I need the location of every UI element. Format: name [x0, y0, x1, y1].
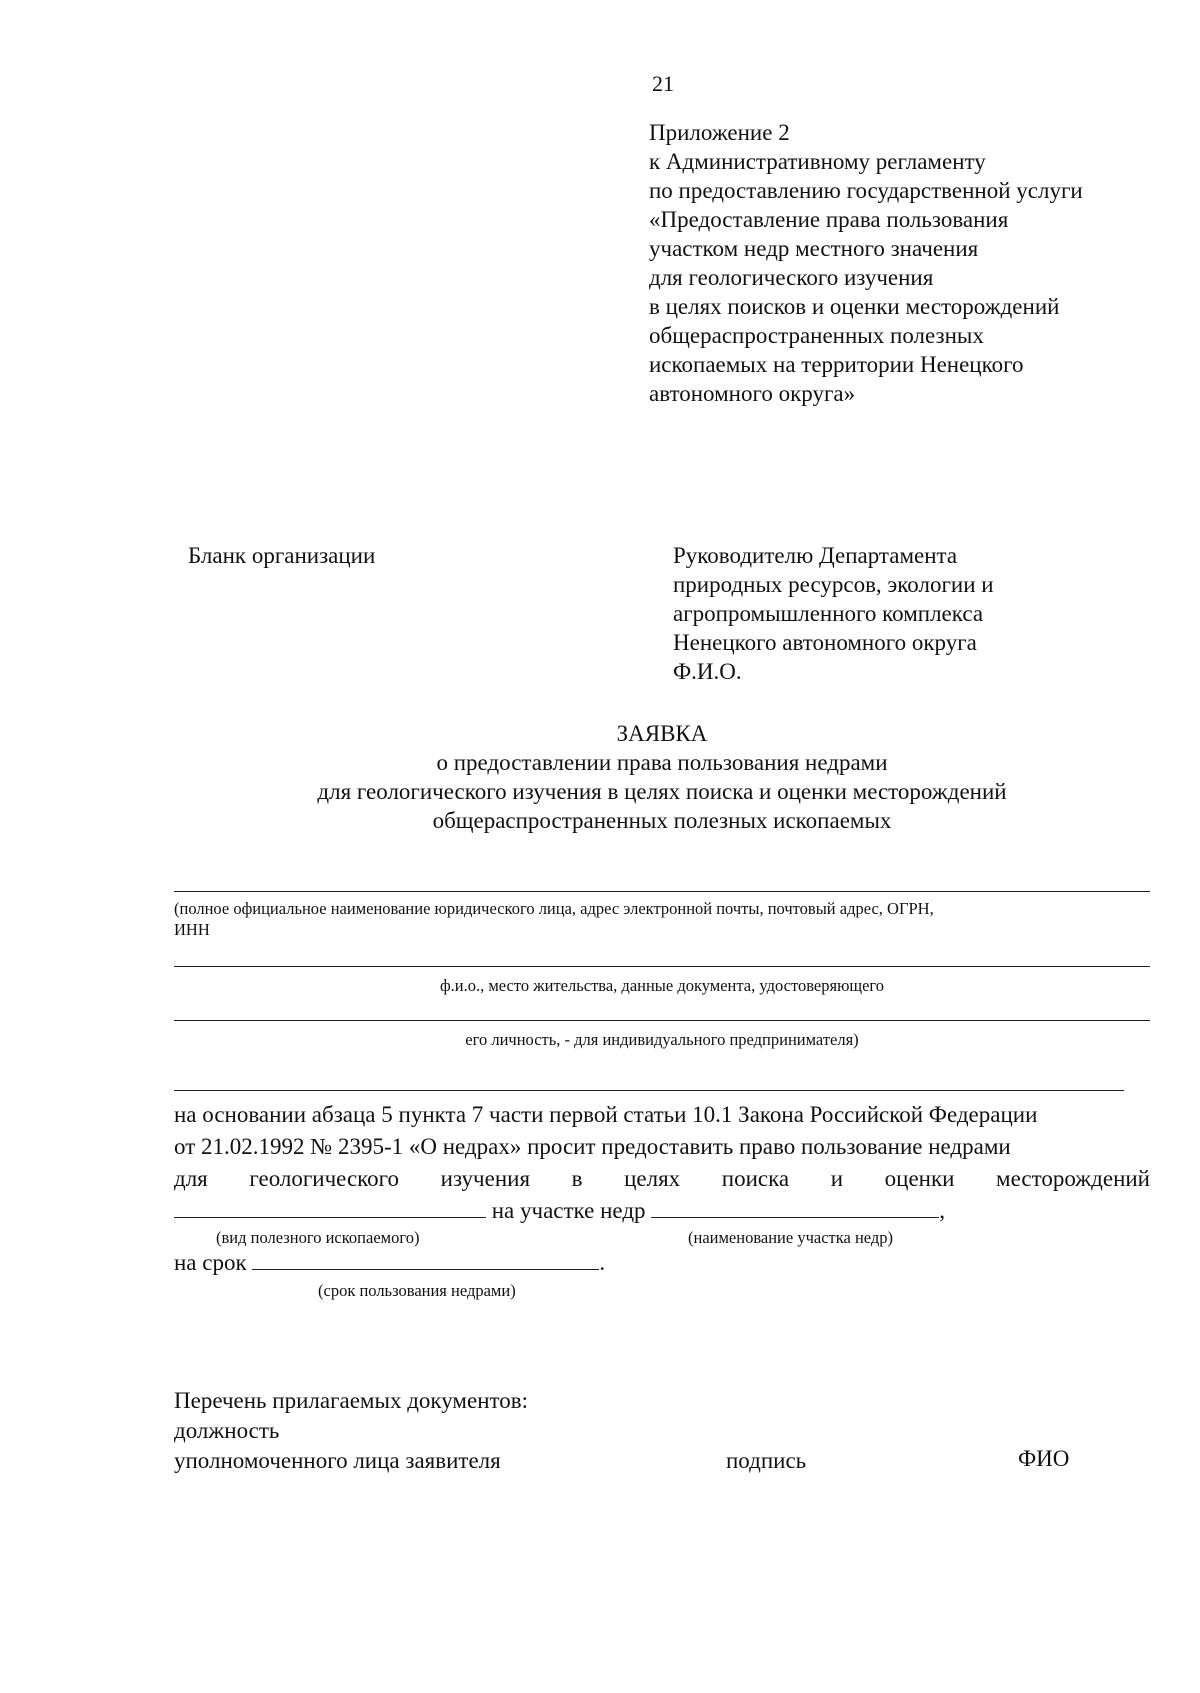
body-word: геологического [249, 1166, 400, 1191]
heading-line: общераспространенных полезных ископаемых [432, 808, 892, 833]
body-word: оценки [884, 1166, 955, 1191]
appendix-line: по предоставлению государственной услуги [649, 178, 1083, 203]
appendix-line: автономного округа» [649, 381, 856, 406]
period-mark: . [599, 1250, 606, 1275]
applicant-name-blank-line[interactable] [174, 891, 1150, 892]
term-label: на срок [174, 1250, 247, 1275]
letterhead-label: Бланк организации [188, 543, 376, 568]
body-line: от 21.02.1992 № 2395-1 «О недрах» просит предоставить право пользование недрами [174, 1134, 1011, 1159]
body-line-justified [174, 1164, 1150, 1193]
appendix-line: общераспространенных полезных [649, 323, 984, 348]
body-word: и [830, 1166, 844, 1191]
legal-entity-hint-cont: ИНН [174, 920, 210, 939]
comma-mark: , [939, 1198, 946, 1223]
appendix-line: ископаемых на территории Ненецкого [649, 352, 1024, 377]
addressee-line: природных ресурсов, экологии и [673, 572, 994, 597]
term-blank[interactable] [252, 1249, 599, 1270]
body-word: в [571, 1166, 583, 1191]
term-row [174, 1248, 605, 1277]
individual-hint: ф.и.о., место жительства, данные документа, удостоверяющего [439, 976, 885, 995]
mineral-type-hint: (вид полезного ископаемого) [216, 1228, 420, 1247]
appendix-line: участком недр местного значения [649, 236, 979, 261]
documents-list-label: Перечень прилагаемых документов: [174, 1388, 529, 1413]
appendix-block [649, 118, 1083, 408]
body-word: поиска [721, 1166, 790, 1191]
document-title: ЗАЯВКА [616, 721, 708, 746]
body-word: изучения [440, 1166, 531, 1191]
term-hint: (срок пользования недрами) [318, 1281, 516, 1300]
authorized-person-label: уполномоченного лица заявителя [174, 1448, 501, 1473]
mineral-plot-row [174, 1196, 945, 1225]
appendix-line: в целях поисков и оценки месторождений [649, 294, 1060, 319]
position-label: должность [174, 1418, 280, 1443]
appendix-line: к Административному регламенту [649, 149, 986, 174]
applicant-extra-blank-line[interactable] [174, 1090, 1124, 1091]
appendix-line: для геологического изучения [649, 265, 934, 290]
body-line: на основании абзаца 5 пункта 7 части первой статьи 10.1 Закона Российской Федерации [174, 1102, 1038, 1127]
addressee-line: агропромышленного комплекса [673, 601, 984, 626]
body-word: целях [624, 1166, 681, 1191]
plot-name-hint: (наименование участка недр) [688, 1228, 894, 1247]
page-number: 21 [652, 71, 674, 96]
applicant-details-blank-line[interactable] [174, 966, 1150, 967]
on-plot-label: на участке недр [491, 1198, 646, 1223]
addressee-line: Руководителю Департамента [673, 543, 958, 568]
addressee-block [673, 541, 994, 686]
addressee-line: Ф.И.О. [673, 659, 742, 684]
appendix-line: «Предоставление права пользования [649, 207, 1009, 232]
body-word: месторождений [996, 1166, 1150, 1191]
heading-line: о предоставлении права пользования недрами [436, 750, 888, 775]
addressee-line: Ненецкого автономного округа [673, 630, 977, 655]
individual-hint-cont: его личность, - для индивидуального предпринимателя) [465, 1030, 859, 1049]
appendix-line: Приложение 2 [649, 120, 790, 145]
full-name-label: ФИО [1018, 1446, 1070, 1471]
legal-entity-hint: (полное официальное наименование юридического лица, адрес электронной почты, почтовый адрес, ОГРН, [174, 899, 934, 918]
mineral-type-blank[interactable] [174, 1197, 486, 1218]
body-word: для [174, 1166, 208, 1191]
signature-label: подпись [726, 1448, 807, 1473]
applicant-identity-blank-line[interactable] [174, 1020, 1150, 1021]
heading-line: для геологического изучения в целях поиска и оценки месторождений [317, 779, 1007, 804]
plot-name-blank[interactable] [651, 1197, 939, 1218]
